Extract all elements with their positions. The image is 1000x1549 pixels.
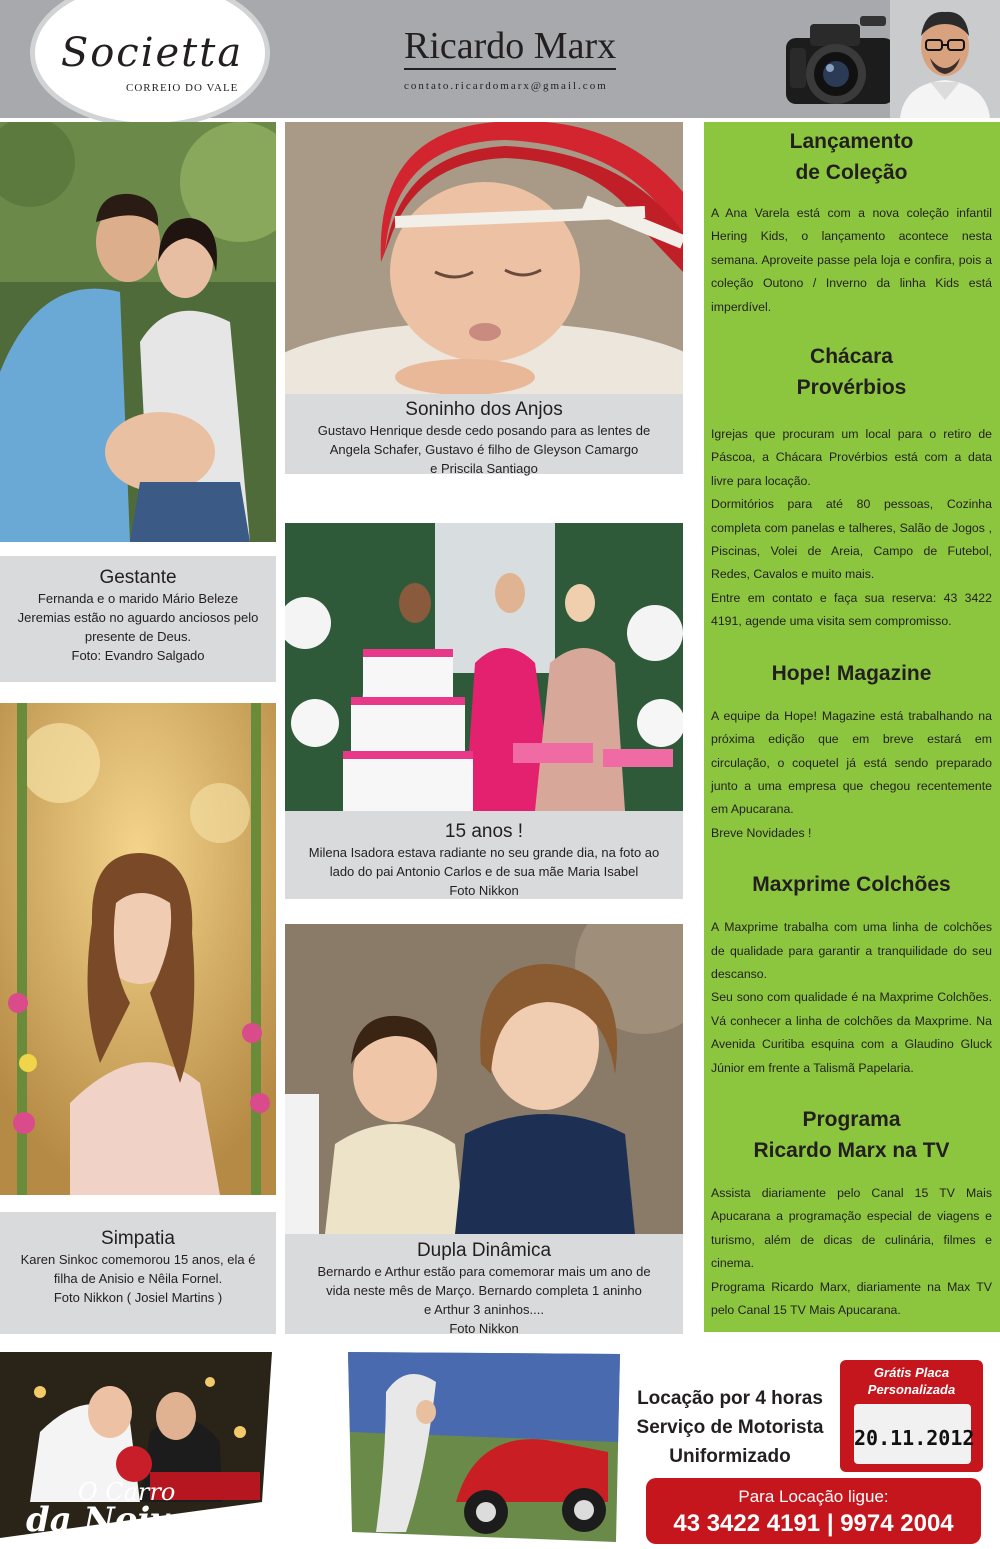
page-header (0, 0, 1000, 118)
news-sidebar (704, 122, 1000, 1332)
caption-title: Soninho dos Anjos (405, 399, 563, 420)
caption-title: Dupla Dinâmica (416, 1240, 552, 1261)
caption-15-anos (285, 811, 683, 899)
section-title: Chácara (810, 345, 893, 369)
section-lancamento (711, 122, 992, 319)
ad-logo-line2: da Noiva (26, 1500, 193, 1540)
license-plate-image (854, 1404, 975, 1464)
caption-title: Gestante (99, 567, 177, 588)
offer-line: Locação por 4 horas (637, 1388, 823, 1409)
free-plate-badge (840, 1360, 983, 1472)
caption-line: Bernardo e Arthur estão para comemorar mais um ano de (317, 1264, 651, 1279)
section-title: Lançamento (789, 130, 914, 153)
ad-logo-line1: O Carro (78, 1478, 176, 1506)
section-paragraph: Assista diariamente pelo Canal 15 TV Mais Apucarana a programação especial de viagens e turismo, além de dicas de culinária, filmes e cinema. (711, 1185, 992, 1271)
baby-photo (285, 122, 683, 394)
section-paragraph: Igrejas que procuram um local para o retiro de Páscoa, a Chácara Provérbios está com a data livre para locação. (711, 427, 992, 488)
logo-title: Societta (60, 30, 244, 76)
caption-line: lado do pai Antonio Carlos e de sua mãe Maria Isabel (329, 864, 639, 879)
section-paragraph: Entre em contato e faça sua reserva: 43 3422 4191, agende uma visita sem compromisso. (711, 590, 992, 629)
section-maxprime (711, 845, 992, 1080)
section-paragraph: A Ana Varela está com a nova coleção infantil Hering Kids, o lançamento acontece nesta semana. Aproveite passe pela loja e confira, pois a coleção Outono / Inverno da linha Kids está imperdível. (711, 206, 992, 314)
columnist-name: Ricardo Marx (404, 24, 616, 70)
caption-line: filha de Anisio e Nêila Fornel. (53, 1271, 223, 1286)
vintage-car-photo (346, 1352, 620, 1542)
offer-line: Serviço de Motorista (636, 1417, 824, 1438)
caption-line: e Priscila Santiago (430, 461, 538, 476)
caption-line: e Arthur 3 aninhos.... (424, 1302, 544, 1317)
caption-soninho (285, 394, 683, 474)
caption-simpatia (0, 1212, 276, 1334)
ad-offer (626, 1384, 834, 1471)
caption-title: Simpatia (101, 1228, 175, 1249)
section-title: Ricardo Marx na TV (753, 1138, 950, 1162)
wedding-car-logo-ad (0, 1352, 272, 1542)
caption-gestante (0, 556, 276, 682)
badge-line: Personalizada (867, 1382, 956, 1397)
caption-dupla-dinamica (285, 1234, 683, 1334)
phone-numbers: 43 3422 4191 | 9974 2004 (673, 1510, 954, 1537)
caption-line: Milena Isadora estava radiante no seu grande dia, na foto ao (308, 845, 660, 860)
section-title: de Coleção (795, 161, 908, 184)
section-programa-tv (711, 1080, 992, 1322)
badge-line: Grátis Placa (873, 1365, 950, 1380)
plate-number: 20.11.2012 (854, 1426, 975, 1450)
caption-line: Foto: Evandro Salgado (71, 648, 205, 663)
section-paragraph: Seu sono com qualidade é na Maxprime Colchões. Vá conhecer a linha de colchões da Maxprime. Na Avenida Curitiba esquina com a Glaudino Gluck Júnior em frente a Talismã Papelaria. (711, 990, 992, 1075)
phone-label: Para Locação ligue: (738, 1487, 889, 1506)
section-hope-magazine (711, 634, 992, 845)
caption-line: Angela Schafer, Gustavo é filho de Gleyson Camargo (329, 442, 639, 457)
caption-line: Jeremias estão no aguardo anciosos pelo (17, 610, 259, 625)
logo-subtitle: CORREIO DO VALE (126, 82, 239, 94)
caption-line: Foto Nikkon (449, 883, 519, 898)
offer-line: Uniformizado (669, 1446, 791, 1467)
caption-title: 15 anos ! (444, 821, 524, 842)
section-paragraph: A Maxprime trabalha com uma linha de colchões de qualidade para garantir a tranquilidade do seu descanso. (711, 920, 992, 981)
caption-line: presente de Deus. (84, 629, 192, 644)
caption-line: vida neste mês de Março. Bernardo completa 1 aninho (326, 1283, 642, 1298)
section-paragraph: Breve Novidades ! (711, 825, 812, 840)
couple-photo (0, 122, 276, 542)
caption-line: Fernanda e o marido Mário Beleze (37, 591, 239, 606)
rental-phone-box (646, 1478, 981, 1544)
caption-line: Karen Sinkoc comemorou 15 anos, ela é (20, 1252, 256, 1267)
caption-line: Gustavo Henrique desde cedo posando para as lentes de (317, 423, 651, 438)
girl-swing-photo (0, 703, 276, 1195)
party-photo (285, 523, 683, 811)
kids-photo (285, 924, 683, 1234)
section-title: Provérbios (796, 376, 907, 400)
caption-line: Foto Nikkon ( Josiel Martins ) (53, 1290, 223, 1305)
section-title: Programa (802, 1107, 901, 1131)
section-paragraph: A equipe da Hope! Magazine está trabalhando na próxima edição que em breve estará em circulação, o coquetel já está sendo preparado junto a uma empresa que chegou recentemente em Apucarana. (711, 708, 992, 817)
caption-line: Foto Nikkon (449, 1321, 519, 1336)
columnist-photo (890, 0, 1000, 118)
section-paragraph: Dormitórios para até 80 pessoas, Cozinha completa com panelas e talheres, Salão de Jogos , Piscinas, Volei de Areia, Campo de Futebol, Redes, Cavalos e muito mais. (711, 497, 992, 582)
section-title: Maxprime Colchões (752, 873, 951, 897)
columnist-email: contato.ricardomarx@gmail.com (404, 80, 608, 92)
section-chacara (711, 319, 992, 634)
section-title: Hope! Magazine (771, 661, 932, 685)
camera-image (780, 8, 900, 112)
section-paragraph: Programa Ricardo Marx, diariamente na Max TV pelo Canal 15 TV Mais Apucarana. (711, 1279, 992, 1317)
